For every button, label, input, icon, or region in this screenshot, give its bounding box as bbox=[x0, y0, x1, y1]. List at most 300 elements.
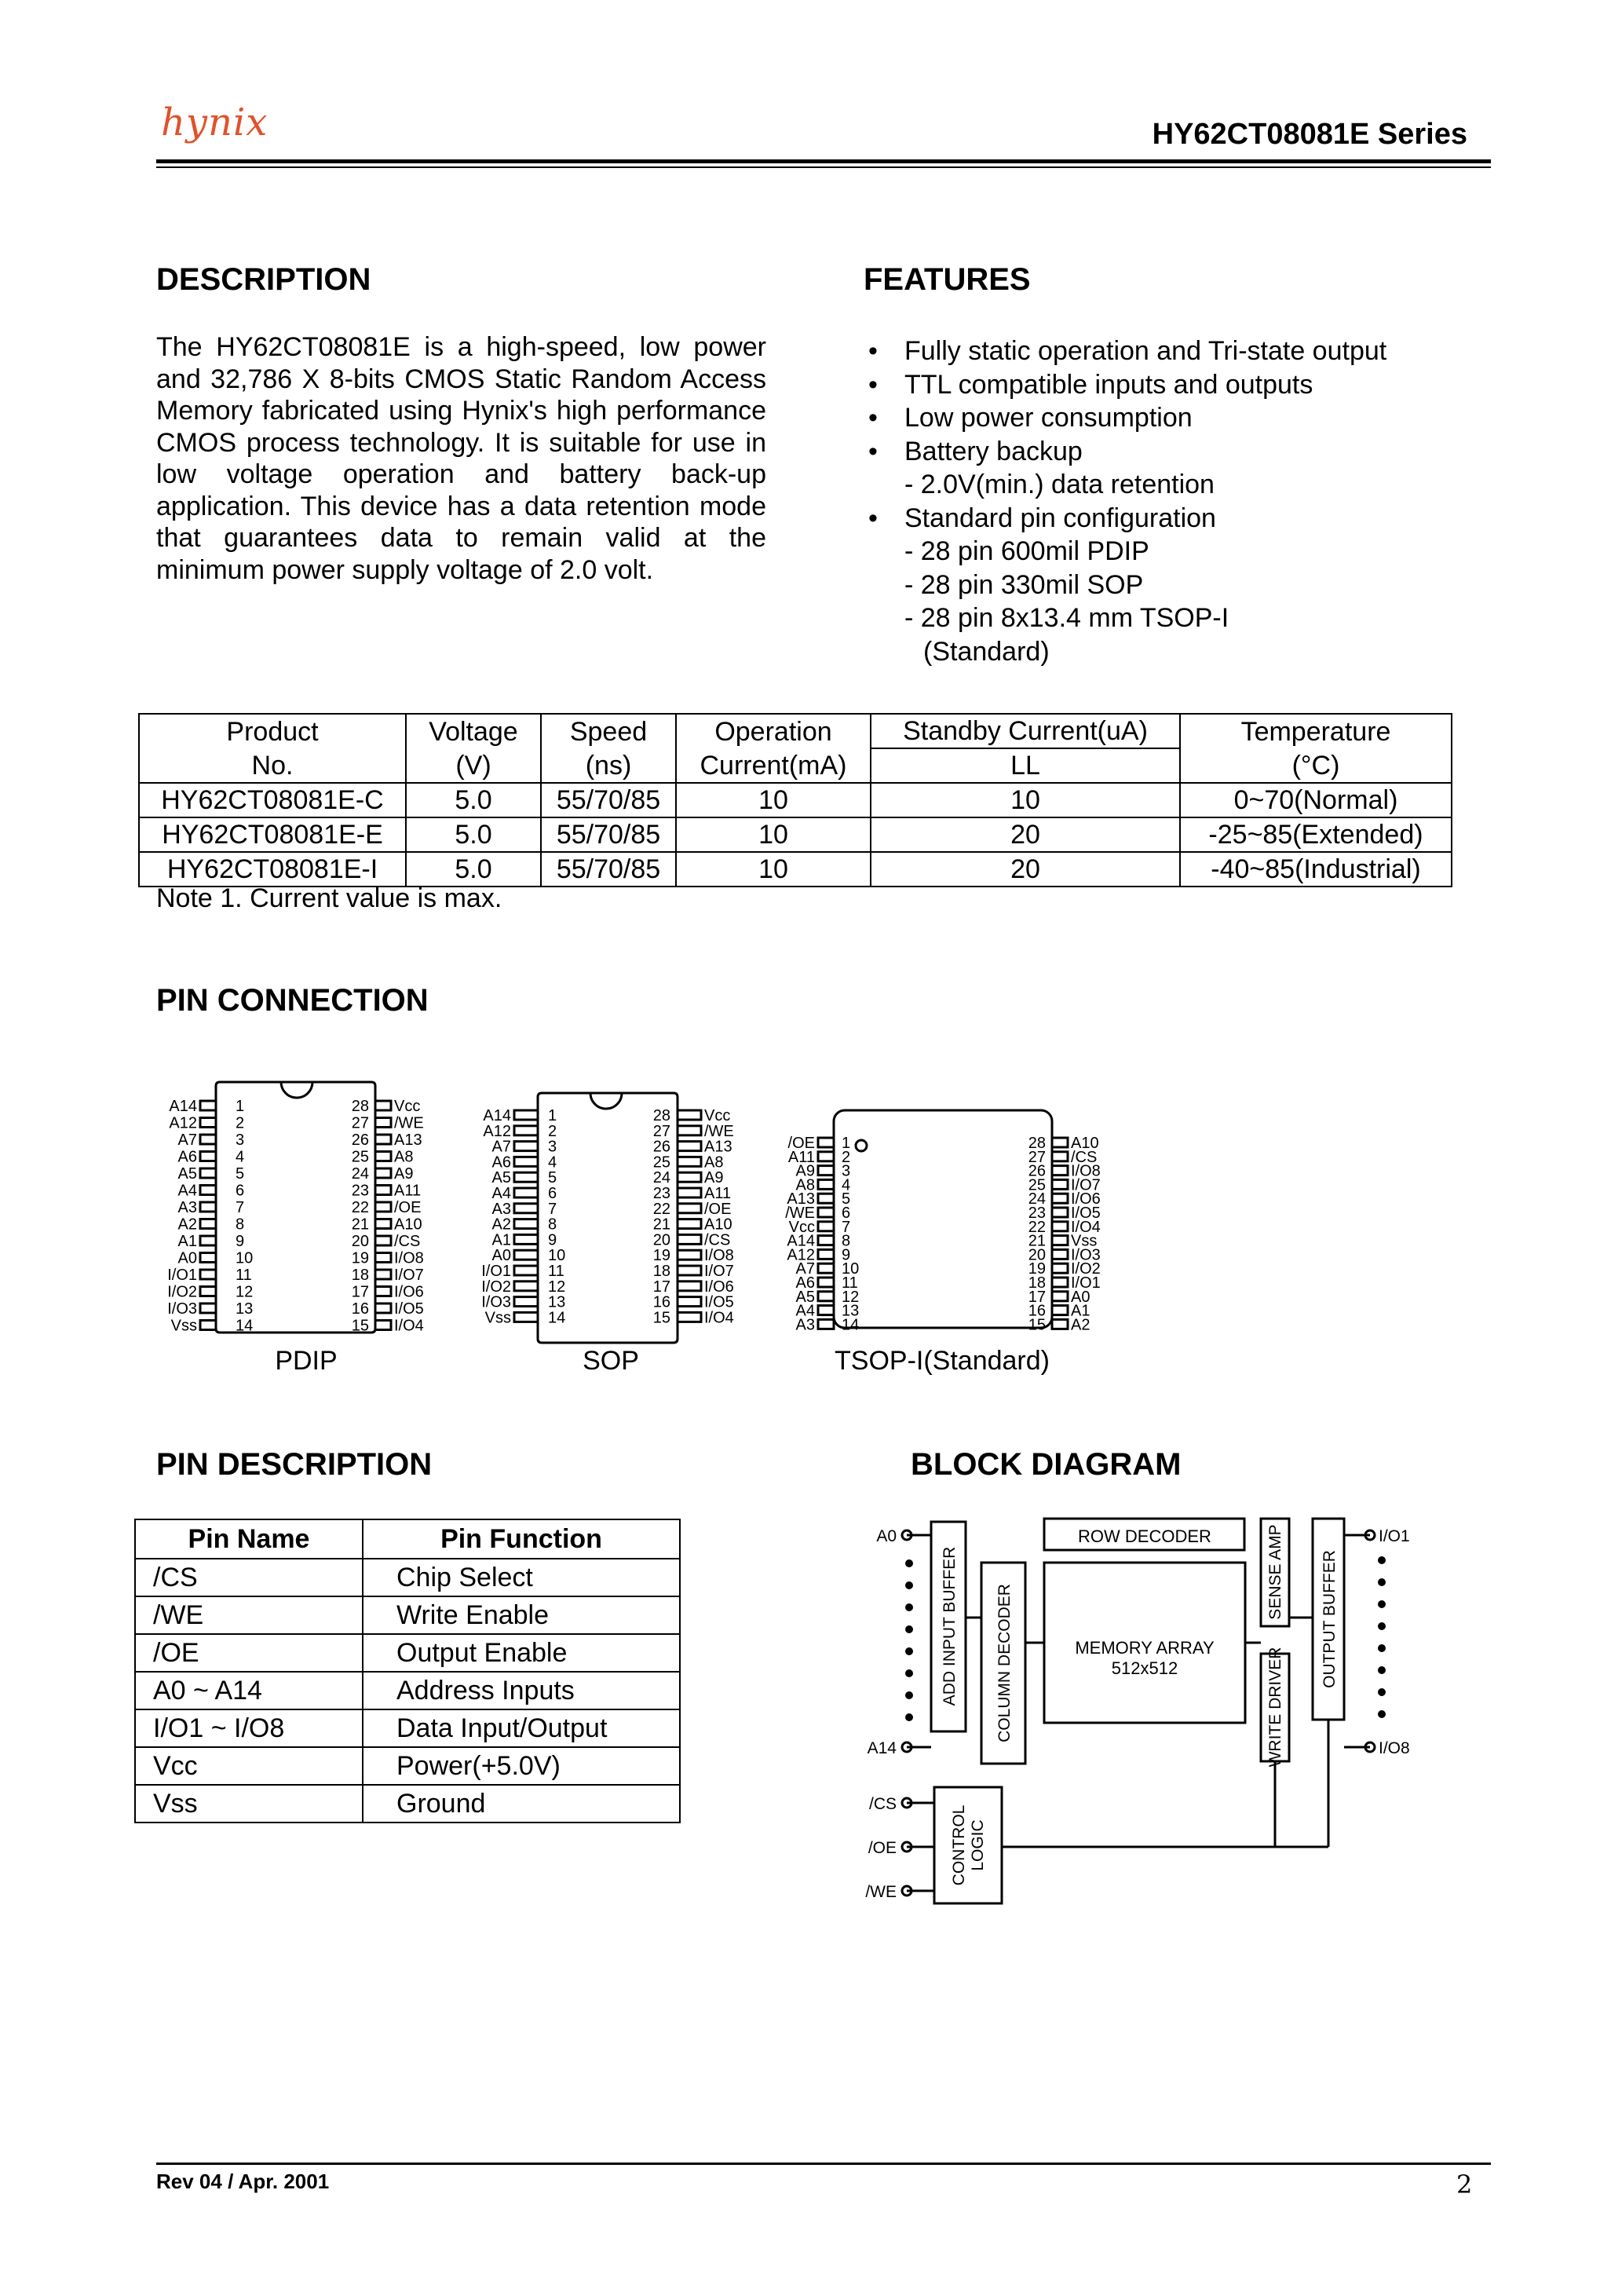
feature-subitem: - 28 pin 330mil SOP bbox=[904, 569, 1144, 600]
sop-pin-number: 23 bbox=[652, 1185, 670, 1202]
column-decoder-label: COLUMN DECODER bbox=[995, 1584, 1014, 1742]
pdip-pin-number: 13 bbox=[236, 1300, 254, 1318]
sop-pin-label: A1 bbox=[491, 1231, 511, 1249]
tsop-pin-number: 23 bbox=[1028, 1205, 1046, 1222]
pdip-pin-number: 14 bbox=[236, 1317, 254, 1335]
feature-item: • Low power consumption bbox=[864, 401, 1386, 435]
pdip-pin-left bbox=[200, 1219, 216, 1229]
sop-pin-label: I/O3 bbox=[481, 1293, 511, 1311]
tsop-pin-number: 13 bbox=[842, 1302, 860, 1320]
tsop-pin-left bbox=[818, 1222, 834, 1231]
table-row bbox=[135, 1709, 680, 1747]
pdip-pin-label: I/O6 bbox=[394, 1283, 424, 1301]
sop-pin-right bbox=[678, 1157, 701, 1166]
tsop-pin-right bbox=[1052, 1166, 1068, 1175]
sop-pin-number: 13 bbox=[548, 1293, 566, 1311]
pdip-pin-right bbox=[375, 1101, 391, 1110]
pin-oe-label: /OE bbox=[868, 1839, 897, 1857]
pdip-pin-number: 12 bbox=[236, 1283, 254, 1301]
pdip-pin-label: A12 bbox=[169, 1114, 197, 1132]
table-header-cell: (V) bbox=[406, 748, 541, 783]
sop-pin-right bbox=[678, 1297, 701, 1307]
tsop-pin-number: 9 bbox=[842, 1246, 851, 1264]
sop-pin-number: 21 bbox=[652, 1216, 670, 1234]
tsop-pin-number: 24 bbox=[1028, 1190, 1046, 1208]
table-row bbox=[139, 783, 1452, 817]
table-cell: 0~70(Normal) bbox=[1180, 783, 1452, 817]
tsop-pin-number: 19 bbox=[1028, 1260, 1046, 1278]
tsop-pin-label: A0 bbox=[1071, 1288, 1090, 1306]
sop-pin-right bbox=[678, 1110, 701, 1120]
pdip-pin-number: 9 bbox=[236, 1233, 245, 1250]
feature-item: • Battery backup bbox=[864, 435, 1386, 469]
sop-pin-label: A6 bbox=[491, 1153, 511, 1172]
pdip-pin-right bbox=[375, 1219, 391, 1229]
pdip-pin-number: 25 bbox=[351, 1148, 369, 1166]
output-buffer-label: OUTPUT BUFFER bbox=[1321, 1550, 1339, 1688]
table-cell: Vcc bbox=[135, 1747, 363, 1785]
features-list bbox=[864, 335, 1386, 668]
pdip-pin-label: I/O1 bbox=[167, 1267, 197, 1284]
table-cell: Power(+5.0V) bbox=[363, 1747, 680, 1785]
sop-pin-number: 12 bbox=[548, 1278, 566, 1296]
pin-a14-label: A14 bbox=[867, 1739, 897, 1757]
add-input-buffer-label: ADD INPUT BUFFER bbox=[941, 1546, 959, 1706]
tsop-pin-number: 27 bbox=[1028, 1148, 1046, 1166]
table-header-cell: Pin Name bbox=[135, 1519, 363, 1559]
tsop-pin-number: 26 bbox=[1028, 1162, 1046, 1180]
table-cell: Ground bbox=[363, 1785, 680, 1823]
pdip-pin-right bbox=[375, 1168, 391, 1178]
tsop-pin-left bbox=[818, 1194, 834, 1203]
pdip-pin-number: 15 bbox=[351, 1317, 369, 1335]
tsop-pin-label: Vcc bbox=[788, 1218, 815, 1236]
pdip-pin-label: I/O8 bbox=[394, 1249, 424, 1267]
tsop-pin-right bbox=[1052, 1208, 1068, 1217]
sop-pin-left bbox=[514, 1281, 538, 1291]
pdip-pin-right bbox=[375, 1321, 391, 1330]
sop-pin-number: 17 bbox=[652, 1278, 670, 1296]
table-cell: 5.0 bbox=[406, 817, 541, 852]
pdip-pin-label: A1 bbox=[177, 1233, 197, 1250]
pdip-pin-label: I/O7 bbox=[394, 1267, 424, 1284]
sop-pin-number: 15 bbox=[652, 1309, 670, 1327]
tsop-pin-left bbox=[818, 1138, 834, 1147]
sop-pin-label: A12 bbox=[483, 1122, 511, 1140]
pdip-pin-left bbox=[200, 1152, 216, 1161]
pdip-pin-right bbox=[375, 1303, 391, 1313]
sop-pin-left bbox=[514, 1266, 538, 1275]
table-cell: Output Enable bbox=[363, 1634, 680, 1672]
pdip-pin-left bbox=[200, 1303, 216, 1313]
tsop-pin-right bbox=[1052, 1249, 1068, 1259]
pdip-pin-number: 3 bbox=[236, 1132, 245, 1149]
tsop-pin-label: A11 bbox=[787, 1148, 815, 1166]
sop-pin-label: A11 bbox=[704, 1185, 732, 1202]
block-diagram bbox=[848, 1508, 1445, 1924]
sop-pin-right bbox=[678, 1142, 701, 1151]
pdip-pin-left bbox=[200, 1287, 216, 1296]
tsop-pin-right bbox=[1052, 1236, 1068, 1245]
pdip-pin-label: A8 bbox=[394, 1148, 414, 1166]
pdip-pin-label: I/O3 bbox=[167, 1300, 197, 1318]
pdip-pin-label: A13 bbox=[394, 1132, 422, 1149]
table-cell: -25~85(Extended) bbox=[1180, 817, 1452, 852]
pdip-pin-label: A14 bbox=[169, 1098, 197, 1115]
pdip-pin-right bbox=[375, 1236, 391, 1245]
sop-pin-left bbox=[514, 1312, 538, 1322]
sop-pin-left bbox=[514, 1219, 538, 1229]
tsop-pin-right bbox=[1052, 1292, 1068, 1301]
sop-pin-left bbox=[514, 1204, 538, 1213]
pdip-pin-number: 27 bbox=[351, 1114, 369, 1132]
page-number: 2 bbox=[1456, 2170, 1473, 2199]
tsop-pin-left bbox=[818, 1278, 834, 1287]
table-row bbox=[135, 1596, 680, 1634]
tsop-pin-label: I/O1 bbox=[1071, 1274, 1101, 1292]
tsop-pin-number: 2 bbox=[842, 1148, 851, 1166]
sop-pin-label: A2 bbox=[491, 1216, 511, 1234]
tsop-pin-right bbox=[1052, 1138, 1068, 1147]
pdip-pin-number: 26 bbox=[351, 1132, 369, 1149]
table-cell: 5.0 bbox=[406, 852, 541, 887]
feature-subitem: - 2.0V(min.) data retention bbox=[904, 470, 1215, 499]
tsop-pin-label: Vss bbox=[1071, 1232, 1098, 1250]
pdip-pin-label: Vcc bbox=[394, 1098, 421, 1115]
tsop-pin-left bbox=[818, 1236, 834, 1245]
pdip-pin-number: 21 bbox=[351, 1216, 369, 1234]
tsop-pin-number: 25 bbox=[1028, 1176, 1046, 1194]
tsop-pin-left bbox=[818, 1306, 834, 1315]
memory-array-label: MEMORY ARRAY bbox=[1075, 1638, 1215, 1658]
sop-pin-left bbox=[514, 1188, 538, 1197]
tsop-pin-label: I/O7 bbox=[1071, 1176, 1101, 1194]
control-logic-label-2: LOGIC bbox=[969, 1819, 987, 1871]
tsop-pin-number: 21 bbox=[1028, 1232, 1046, 1250]
sop-pin-number: 10 bbox=[548, 1247, 566, 1265]
sop-pin-left bbox=[514, 1234, 538, 1244]
table-row bbox=[135, 1785, 680, 1823]
tsop-pin-number: 22 bbox=[1028, 1218, 1046, 1236]
sop-pin-label: A4 bbox=[491, 1185, 511, 1202]
pdip-pin-number: 19 bbox=[351, 1249, 369, 1267]
table-cell: 10 bbox=[676, 817, 871, 852]
sop-pin-number: 19 bbox=[652, 1247, 670, 1265]
tsop-pin-left bbox=[818, 1319, 834, 1329]
pdip-pin-number: 8 bbox=[236, 1216, 245, 1234]
pdip-pin-label: A2 bbox=[177, 1216, 197, 1234]
pin-io8-label: I/O8 bbox=[1379, 1739, 1410, 1757]
tsop-pin-left bbox=[818, 1249, 834, 1259]
table-cell: 20 bbox=[871, 817, 1180, 852]
pdip-pin-right bbox=[375, 1152, 391, 1161]
sop-pin-right bbox=[678, 1126, 701, 1135]
sop-pin-right bbox=[678, 1250, 701, 1260]
tsop-pin-label: A5 bbox=[795, 1288, 815, 1306]
table-header-cell: Operation bbox=[676, 714, 871, 748]
pdip-pin-number: 18 bbox=[351, 1267, 369, 1284]
tsop-pin-number: 28 bbox=[1028, 1135, 1046, 1152]
pdip-pin-label: A0 bbox=[177, 1249, 197, 1267]
tsop-pin-number: 6 bbox=[842, 1205, 851, 1222]
pdip-pin-label: /CS bbox=[394, 1233, 421, 1250]
pdip-pin-number: 10 bbox=[236, 1249, 254, 1267]
table-header-cell: No. bbox=[139, 748, 406, 783]
description-body: The HY62CT08081E is a high-speed, low power and 32,786 X 8-bits CMOS Static Random Access Memory fabricated using Hynix's high performance CMOS process technology. It is suitable for use in low voltage operation and battery back-up application. This device has a data retention mode that guarantees data to remain valid at the minimum power supply voltage of 2.0 volt. bbox=[156, 332, 766, 585]
pdip-pin-left bbox=[200, 1186, 216, 1195]
table-cell: HY62CT08081E-C bbox=[139, 783, 406, 817]
feature-item: • Standard pin configuration bbox=[864, 502, 1386, 536]
tsop-pin-right bbox=[1052, 1306, 1068, 1315]
pdip-pin-left bbox=[200, 1236, 216, 1245]
tsop-pin-left bbox=[818, 1263, 834, 1273]
tsop-pin-right bbox=[1052, 1152, 1068, 1161]
sop-pin-label: A0 bbox=[491, 1247, 511, 1265]
feature-item: • TTL compatible inputs and outputs bbox=[864, 368, 1386, 402]
table-cell: Chip Select bbox=[363, 1559, 680, 1596]
table-cell: Data Input/Output bbox=[363, 1709, 680, 1747]
pdip-pin-left bbox=[200, 1118, 216, 1128]
sop-pin-label: I/O5 bbox=[704, 1293, 734, 1311]
tsop-pin-label: I/O6 bbox=[1071, 1190, 1101, 1208]
sop-pin-number: 4 bbox=[548, 1153, 557, 1172]
tsop-pin-left bbox=[818, 1166, 834, 1175]
table-header-cell: Pin Function bbox=[363, 1519, 680, 1559]
tsop-pin-label: A4 bbox=[795, 1302, 815, 1320]
sop-pin-number: 22 bbox=[652, 1200, 670, 1218]
tsop-pin-label: I/O3 bbox=[1071, 1246, 1101, 1264]
pdip-pin-right bbox=[375, 1118, 391, 1128]
pdip-pin-label: I/O2 bbox=[167, 1283, 197, 1301]
tsop-pin-label: A14 bbox=[787, 1232, 815, 1250]
table-cell: I/O1 ~ I/O8 bbox=[135, 1709, 363, 1747]
block-diagram-heading: BLOCK DIAGRAM bbox=[911, 1447, 1182, 1482]
pdip-pin-label: /WE bbox=[394, 1114, 424, 1132]
pdip-pin-label: A5 bbox=[177, 1165, 197, 1183]
table-row bbox=[139, 852, 1452, 887]
pdip-pin-number: 2 bbox=[236, 1114, 245, 1132]
header-rule bbox=[156, 159, 1491, 163]
pdip-pin-right bbox=[375, 1253, 391, 1263]
pdip-pin-right bbox=[375, 1202, 391, 1212]
tsop-pin-left bbox=[818, 1152, 834, 1161]
pdip-pin-number: 4 bbox=[236, 1148, 245, 1166]
sop-pin-number: 16 bbox=[652, 1293, 670, 1311]
table-header-cell: Temperature bbox=[1180, 714, 1452, 748]
sop-pin-number: 1 bbox=[548, 1107, 557, 1124]
table-cell: HY62CT08081E-I bbox=[139, 852, 406, 887]
pdip-pin-right bbox=[375, 1186, 391, 1195]
sop-pin-label: A8 bbox=[704, 1153, 724, 1172]
caption-tsop: TSOP-I(Standard) bbox=[835, 1346, 1050, 1376]
tsop-pin-label: A9 bbox=[795, 1162, 815, 1180]
tsop-pin-number: 17 bbox=[1028, 1288, 1046, 1306]
sop-pin-number: 9 bbox=[548, 1231, 557, 1249]
sop-pin-number: 28 bbox=[652, 1107, 670, 1124]
pin-description-table bbox=[134, 1519, 681, 1823]
pdip-pin-left bbox=[200, 1101, 216, 1110]
sop-pin-number: 27 bbox=[652, 1122, 670, 1140]
tsop-pin-label: I/O8 bbox=[1071, 1162, 1101, 1180]
row-decoder-label: ROW DECODER bbox=[1078, 1526, 1211, 1546]
sop-pin-right bbox=[678, 1219, 701, 1229]
table-cell: 10 bbox=[676, 852, 871, 887]
tsop-pin-label: A8 bbox=[795, 1176, 815, 1194]
table-cell: 10 bbox=[676, 783, 871, 817]
table-cell: /OE bbox=[135, 1634, 363, 1672]
table-cell: 5.0 bbox=[406, 783, 541, 817]
sop-pin-label: Vss bbox=[484, 1309, 511, 1327]
tsop-pin-label: I/O5 bbox=[1071, 1205, 1101, 1222]
pdip-pin-left bbox=[200, 1270, 216, 1279]
sop-pin-right bbox=[678, 1172, 701, 1182]
tsop-pin-label: /OE bbox=[787, 1135, 815, 1152]
pdip-pin-left bbox=[200, 1202, 216, 1212]
sop-pin-left bbox=[514, 1126, 538, 1135]
pdip-pin-right bbox=[375, 1270, 391, 1279]
pdip-pin-label: A9 bbox=[394, 1165, 414, 1183]
table-cell: /CS bbox=[135, 1559, 363, 1596]
tsop-pin-number: 20 bbox=[1028, 1246, 1046, 1264]
pdip-pin-label: A3 bbox=[177, 1199, 197, 1216]
sop-pin-number: 5 bbox=[548, 1169, 557, 1187]
tsop-pin-label: I/O2 bbox=[1071, 1260, 1101, 1278]
feature-subitem: - 28 pin 8x13.4 mm TSOP-I bbox=[904, 603, 1229, 633]
pdip-pin-right bbox=[375, 1287, 391, 1296]
table-header-cell: (ns) bbox=[541, 748, 676, 783]
pdip-pin-right bbox=[375, 1135, 391, 1144]
footer-rule bbox=[156, 2163, 1491, 2165]
table-row bbox=[135, 1634, 680, 1672]
tsop-pin-number: 4 bbox=[842, 1176, 851, 1194]
tsop-pin-number: 10 bbox=[842, 1260, 860, 1278]
pdip-pin-label: I/O4 bbox=[394, 1317, 424, 1335]
tsop-pin-number: 15 bbox=[1028, 1316, 1046, 1334]
revision-text: Rev 04 / Apr. 2001 bbox=[156, 2170, 330, 2193]
pdip-pin-number: 5 bbox=[236, 1165, 245, 1183]
table-cell: HY62CT08081E-E bbox=[139, 817, 406, 852]
tsop-pin-left bbox=[818, 1292, 834, 1301]
sop-pin-left bbox=[514, 1157, 538, 1166]
pin-io1-label: I/O1 bbox=[1379, 1527, 1410, 1545]
tsop-pin-left bbox=[818, 1179, 834, 1189]
pdip-pin-label: A7 bbox=[177, 1132, 197, 1149]
control-logic-box bbox=[934, 1787, 1002, 1903]
product-table bbox=[138, 713, 1452, 887]
tsop-pin-label: A1 bbox=[1071, 1302, 1090, 1320]
pdip-pin-label: A4 bbox=[177, 1182, 197, 1200]
sop-pin-number: 2 bbox=[548, 1122, 557, 1140]
pdip-pin-number: 7 bbox=[236, 1199, 245, 1216]
sop-pin-number: 7 bbox=[548, 1200, 557, 1218]
table-cell: Address Inputs bbox=[363, 1672, 680, 1709]
tsop-pin-right bbox=[1052, 1278, 1068, 1287]
feature-item: • Fully static operation and Tri-state output bbox=[864, 335, 1386, 368]
sop-pin-number: 24 bbox=[652, 1169, 670, 1187]
tsop-pin-number: 16 bbox=[1028, 1302, 1046, 1320]
caption-sop: SOP bbox=[583, 1346, 639, 1376]
sop-pin-label: A5 bbox=[491, 1169, 511, 1187]
table-header-cell: (°C) bbox=[1180, 748, 1452, 783]
pin-description-heading: PIN DESCRIPTION bbox=[156, 1447, 433, 1482]
pdip-pin-label: A6 bbox=[177, 1148, 197, 1166]
pdip-pin-number: 16 bbox=[351, 1300, 369, 1318]
table-header-cell: Standby Current(uA) bbox=[871, 714, 1180, 748]
caption-pdip: PDIP bbox=[275, 1346, 338, 1376]
pin-connection-diagram bbox=[149, 1076, 1138, 1390]
tsop-pin-label: A7 bbox=[795, 1260, 815, 1278]
table-header-cell: Speed bbox=[541, 714, 676, 748]
tsop-pin-label: A6 bbox=[795, 1274, 815, 1292]
sop-pin-right bbox=[678, 1266, 701, 1275]
pdip-pin-left bbox=[200, 1135, 216, 1144]
tsop-pin-right bbox=[1052, 1194, 1068, 1203]
tsop-pin-number: 7 bbox=[842, 1218, 851, 1236]
sop-pin-label: A9 bbox=[704, 1169, 724, 1187]
pin-a0-label: A0 bbox=[876, 1527, 897, 1545]
sop-pin-number: 6 bbox=[548, 1185, 557, 1202]
sop-pin-label: I/O7 bbox=[704, 1263, 734, 1280]
sop-pin-label: I/O6 bbox=[704, 1278, 734, 1296]
pdip-pin-label: Vss bbox=[170, 1317, 197, 1335]
tsop-pin-right bbox=[1052, 1179, 1068, 1189]
pdip-pin-left bbox=[200, 1321, 216, 1330]
sop-pin-label: A13 bbox=[704, 1138, 732, 1156]
sop-pin-left bbox=[514, 1297, 538, 1307]
sop-pin-right bbox=[678, 1234, 701, 1244]
table-header-cell: Voltage bbox=[406, 714, 541, 748]
features-heading: FEATURES bbox=[864, 262, 1031, 297]
tsop-pin-right bbox=[1052, 1319, 1068, 1329]
tsop-pin-left bbox=[818, 1208, 834, 1217]
tsop-pin-number: 5 bbox=[842, 1190, 851, 1208]
memory-array-size: 512x512 bbox=[1111, 1658, 1178, 1678]
feature-subitem: (Standard) bbox=[923, 636, 1050, 667]
table-row bbox=[135, 1559, 680, 1596]
sop-pin-label: /WE bbox=[704, 1122, 734, 1140]
control-logic-label-1: CONTROL bbox=[950, 1804, 968, 1886]
pin-connection-heading: PIN CONNECTION bbox=[156, 983, 429, 1018]
sop-pin-label: Vcc bbox=[704, 1107, 731, 1124]
sop-pin-label: A7 bbox=[491, 1138, 511, 1156]
table-cell: 10 bbox=[871, 783, 1180, 817]
tsop-pin-number: 18 bbox=[1028, 1274, 1046, 1292]
sop-pin-right bbox=[678, 1204, 701, 1213]
sop-pin-left bbox=[514, 1110, 538, 1120]
header-rule-thin bbox=[156, 166, 1491, 168]
sop-pin-label: A10 bbox=[704, 1216, 732, 1234]
sop-pin-label: I/O8 bbox=[704, 1247, 734, 1265]
pdip-notch bbox=[281, 1082, 312, 1098]
pdip-pin-label: I/O5 bbox=[394, 1300, 424, 1318]
table-cell: 20 bbox=[871, 852, 1180, 887]
sop-pin-label: /CS bbox=[704, 1231, 731, 1249]
table-cell: 55/70/85 bbox=[541, 817, 676, 852]
pdip-pin-number: 23 bbox=[351, 1182, 369, 1200]
pdip-pin-number: 1 bbox=[236, 1098, 245, 1115]
tsop-pin-label: A3 bbox=[795, 1316, 815, 1334]
table-header-cell: LL bbox=[871, 748, 1180, 783]
table-row bbox=[135, 1672, 680, 1709]
sop-pin-label: I/O1 bbox=[481, 1263, 511, 1280]
tsop-pin-label: A12 bbox=[787, 1246, 815, 1264]
sop-pin-number: 25 bbox=[652, 1153, 670, 1172]
sop-pin-number: 14 bbox=[548, 1309, 566, 1327]
sop-pin-number: 18 bbox=[652, 1263, 670, 1280]
table-cell: /WE bbox=[135, 1596, 363, 1634]
pdip-pin-label: A11 bbox=[394, 1182, 422, 1200]
table-cell: A0 ~ A14 bbox=[135, 1672, 363, 1709]
